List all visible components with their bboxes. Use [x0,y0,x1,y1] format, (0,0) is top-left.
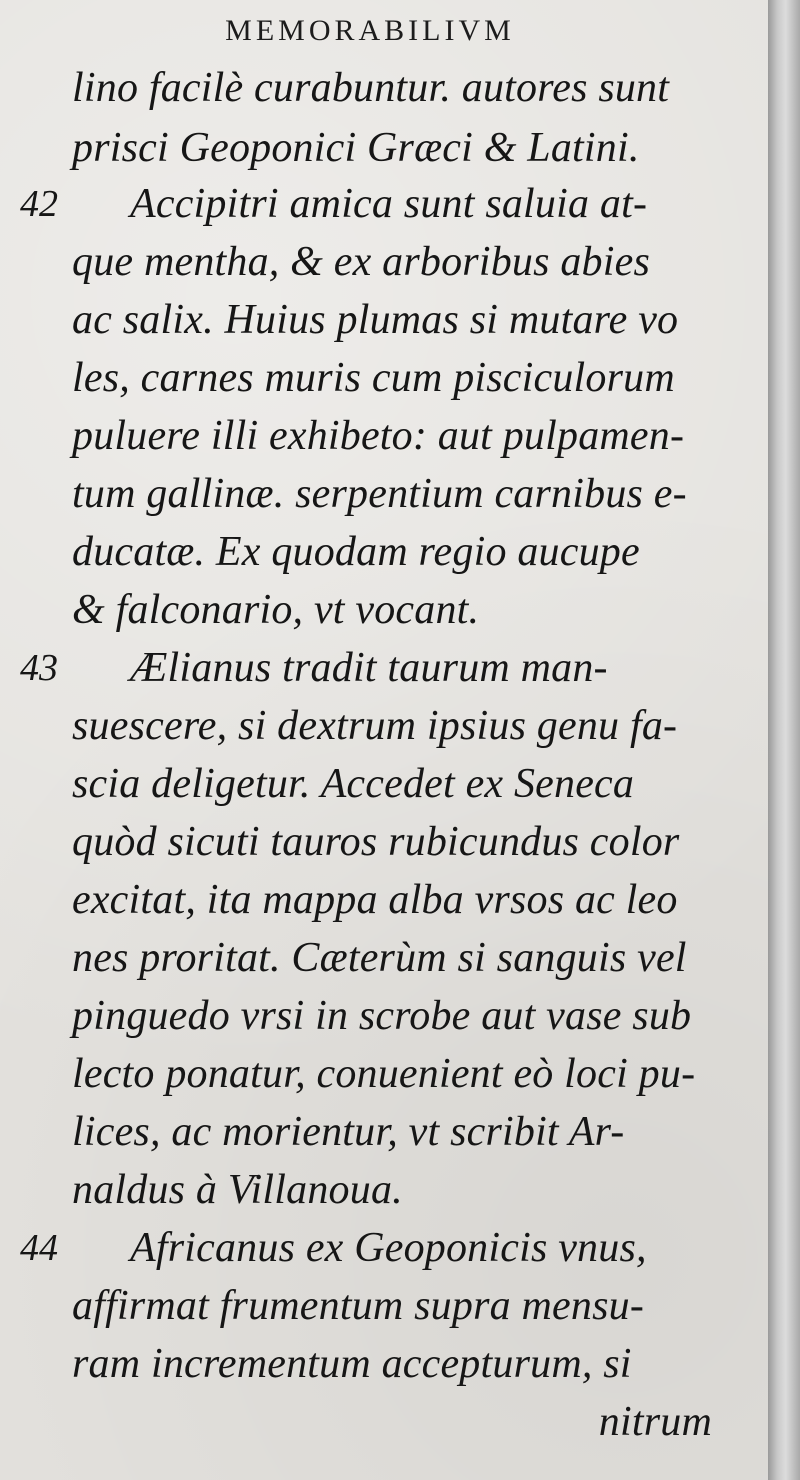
text-line: que mentha, & ex arboribus abies [72,239,650,285]
page-edge [768,0,800,1480]
text-line: Accipitri amica sunt saluia at- [130,181,648,227]
text-line: suescere, si dextrum ipsius genu fa- [72,703,678,749]
text-line: ac salix. Huius plumas si mutare vo [72,297,679,343]
catchword: nitrum [598,1399,712,1445]
text-line: naldus à Villanoua. [72,1167,403,1213]
running-header: MEMORABILIVM [225,14,515,47]
text-line: lices, ac morientur, vt scribit Ar- [72,1109,625,1155]
text-line: tum gallinæ. serpentium carnibus e- [72,471,687,517]
paragraph-number: 44 [20,1227,58,1269]
text-line: les, carnes muris cum pisciculorum [72,355,675,401]
text-line: Ælianus tradit taurum man- [130,645,608,691]
text-line: scia deligetur. Accedet ex Seneca [72,761,635,807]
text-line: lino facilè curabuntur. autores sunt [72,65,670,111]
text-line: & falconario, vt vocant. [72,587,480,633]
text-line: prisci Geoponici Græci & Latini. [72,125,640,171]
text-line: pinguedo vrsi in scrobe aut vase sub [72,993,692,1039]
paragraph-number: 43 [20,647,58,689]
text-line: quòd sicuti tauros rubicundus color [72,819,680,865]
text-line: lecto ponatur, conuenient eò loci pu- [72,1051,696,1097]
paragraph-number: 42 [20,183,58,225]
text-line: ram incrementum accepturum, si [72,1341,632,1387]
text-line: nes proritat. Cæterùm si sanguis vel [72,935,687,981]
text-line: ducatæ. Ex quodam regio aucupe [72,529,640,575]
text-line: Africanus ex Geoponicis vnus, [130,1225,647,1271]
text-line: puluere illi exhibeto: aut pulpamen- [72,413,685,459]
text-line: affirmat frumentum supra mensu- [72,1283,645,1329]
text-line: excitat, ita mappa alba vrsos ac leo [72,877,678,923]
